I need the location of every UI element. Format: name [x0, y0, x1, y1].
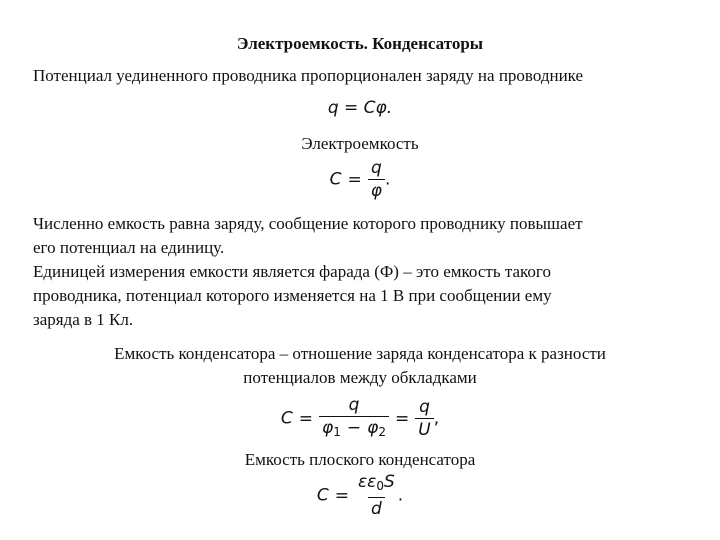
formula-capacitance: C = $\frac{q}{\varphi}$ .	[329, 158, 391, 201]
phi-1: φ	[322, 418, 334, 438]
phi-1-subscript: 1	[333, 425, 341, 439]
phi-2-subscript: 2	[378, 425, 386, 439]
formula-1-text: q = Cφ.	[327, 98, 393, 118]
formula-4-numerator	[355, 472, 398, 497]
minus-sign: −	[346, 418, 362, 438]
formula-3-denominator-1	[319, 416, 389, 442]
formula-2-tail: .	[384, 169, 391, 190]
formula-capacitor: C = $\frac{q}{\varphi_1 - \varphi_2}$ = $\frac{q}{U}$ ,	[280, 395, 440, 440]
formula-3-tail: ,	[433, 408, 440, 429]
formula-3-numerator-1: q	[348, 395, 360, 415]
capacitor-definition	[0, 342, 720, 390]
explanation-paragraph	[33, 212, 583, 332]
formula-2-fraction	[368, 158, 385, 201]
formula-3-numerator-2: q	[419, 397, 430, 417]
paragraph-line: проводника, потенциал которого изменяется на 1 В при сообщении ему	[33, 286, 552, 305]
intro-text: Потенциал уединенного проводника пропорционален заряду на проводнике	[33, 66, 584, 85]
definition-line: Емкость конденсатора – отношение заряда конденсатора к разности	[114, 344, 606, 363]
formula-3-fraction-2	[415, 397, 433, 440]
formula-4-tail: .	[397, 485, 404, 506]
formula-3-fraction-1	[319, 395, 389, 442]
paragraph-line: заряда в 1 Кл.	[33, 310, 134, 329]
formula-charge-potential	[0, 98, 720, 118]
paragraph-line: Численно емкость равна заряду, сообщение которого проводнику повышает	[33, 214, 583, 233]
formula-3-denominator-2: U	[415, 418, 433, 440]
formula-2-denominator: φ	[368, 179, 385, 201]
epsilon-product: εε	[357, 472, 377, 492]
epsilon-subscript: 0	[376, 479, 384, 493]
paragraph-line: Единицей измерения емкости является фарада (Ф) – это емкость такого	[33, 262, 551, 281]
formula-2-lhs: C	[329, 169, 342, 190]
formula-4-lhs: C	[316, 485, 329, 506]
formula-3-lhs: C	[280, 408, 293, 429]
area-symbol: S	[383, 472, 395, 492]
formula-parallel-plate: C = $\frac{\varepsilon\varepsilon_0S}{d}$ .	[316, 472, 404, 519]
definition-line: потенциалов между обкладками	[243, 368, 477, 387]
phi-2: φ	[367, 418, 379, 438]
label-capacitance: Электроемкость	[301, 134, 419, 153]
page-title: Электроемкость. Конденсаторы	[236, 34, 484, 53]
paragraph-line: его потенциал на единицу.	[33, 238, 225, 257]
formula-4-fraction	[355, 472, 398, 519]
label-parallel-plate: Емкость плоского конденсатора	[244, 450, 476, 469]
formula-4-denominator: d	[368, 497, 385, 519]
formula-2-numerator: q	[370, 158, 382, 178]
